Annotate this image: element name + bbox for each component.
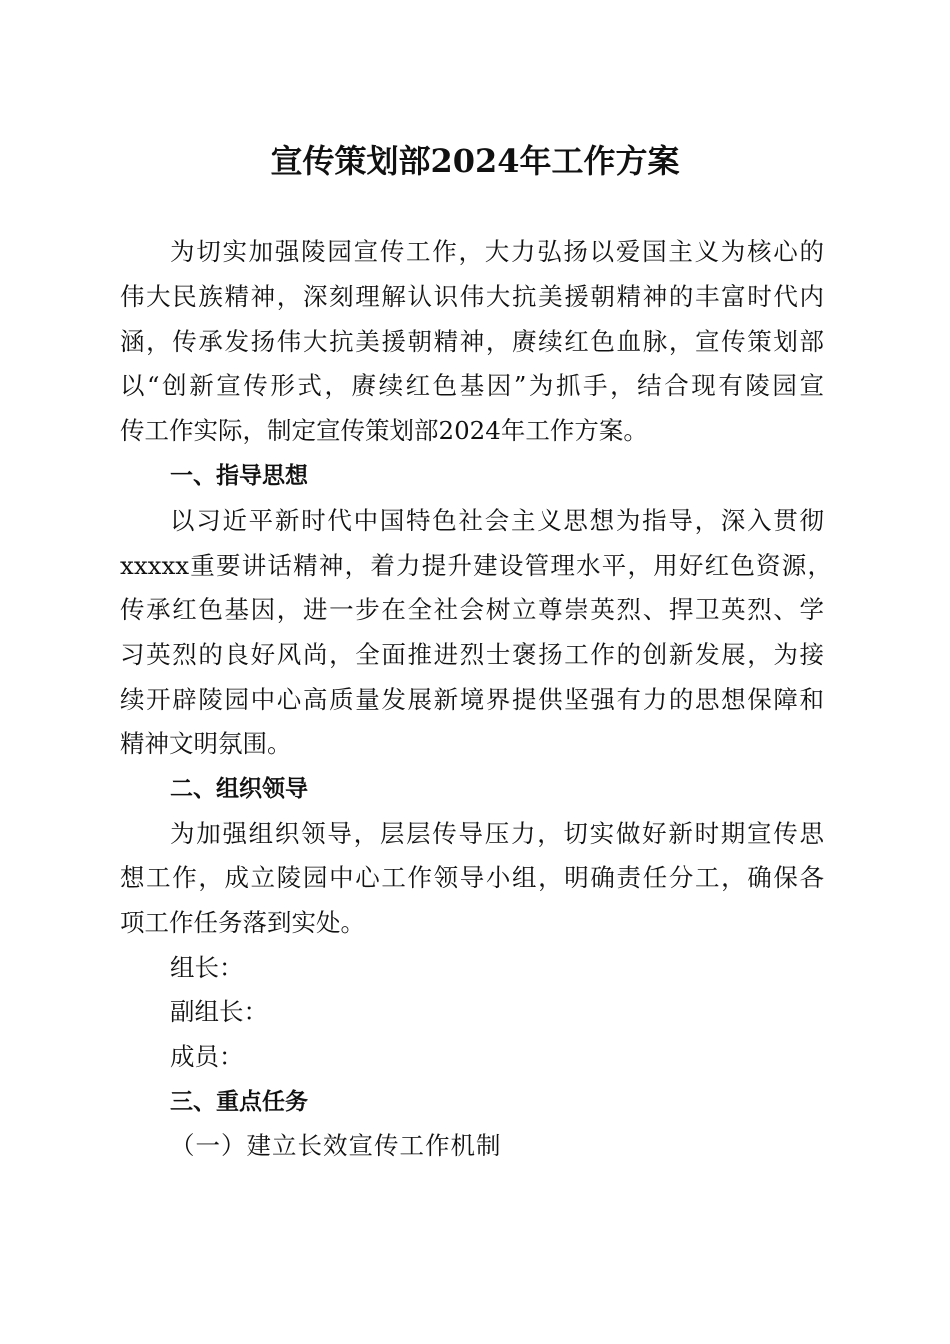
intro-line-5: 传工作实际，制定宣传策划部2024年工作方案。 — [120, 416, 648, 445]
intro-line-3: 涵，传承发扬伟大抗美援朝精神，赓续红色血脉，宣传策划部 — [120, 327, 824, 356]
deputy-leader-label: 副组长： — [170, 997, 268, 1026]
section-heading-key-tasks: 三、重点任务 — [170, 1089, 308, 1115]
section2-line-1: 为加强组织领导，层层传导压力，切实做好新时期宣传思 — [170, 819, 824, 848]
member-label: 成员： — [170, 1042, 244, 1071]
section1-line-2: xxxxx重要讲话精神，着力提升建设管理水平，用好红色资源， — [120, 551, 832, 580]
section2-line-2: 想工作，成立陵园中心工作领导小组，明确责任分工，确保各 — [120, 863, 824, 892]
section2-line-3: 项工作任务落到实处。 — [120, 908, 365, 937]
intro-line-2: 伟大民族精神，深刻理解认识伟大抗美援朝精神的丰富时代内 — [120, 282, 824, 311]
section-heading-guiding-ideology: 一、指导思想 — [170, 463, 308, 489]
section1-line-1: 以习近平新时代中国特色社会主义思想为指导，深入贯彻 — [170, 506, 824, 535]
leader-label: 组长： — [170, 953, 244, 982]
intro-line-1: 为切实加强陵园宣传工作，大力弘扬以爱国主义为核心的 — [170, 237, 824, 266]
document-title: 宣传策划部2024年工作方案 — [270, 142, 680, 180]
intro-line-4: 以“创新宣传形式，赓续红色基因”为抓手，结合现有陵园宣 — [120, 371, 824, 400]
section1-line-3: 传承红色基因，进一步在全社会树立尊崇英烈、捍卫英烈、学 — [120, 595, 824, 624]
section1-line-6: 精神文明氛围。 — [120, 729, 292, 758]
section1-line-4: 习英烈的良好风尚，全面推进烈士褒扬工作的创新发展，为接 — [120, 640, 824, 669]
subsection-heading-1: （一）建立长效宣传工作机制 — [170, 1131, 502, 1160]
section-heading-organization: 二、组织领导 — [170, 776, 308, 802]
section1-line-5: 续开辟陵园中心高质量发展新境界提供坚强有力的思想保障和 — [120, 685, 824, 714]
